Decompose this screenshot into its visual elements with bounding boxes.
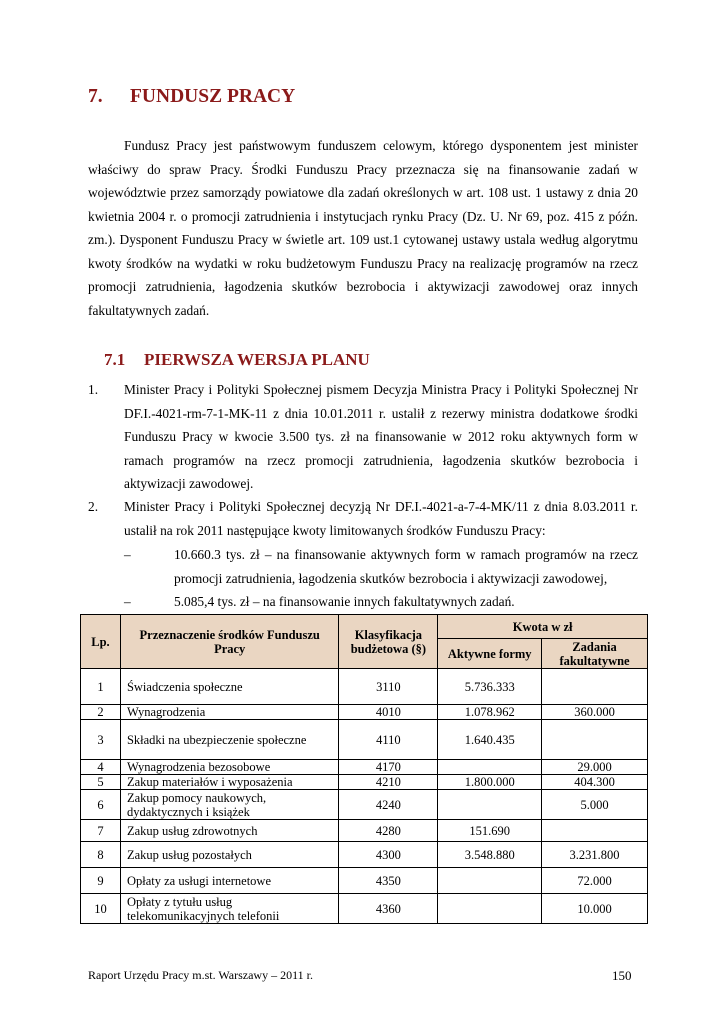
sublist-item: 5.085,4 tys. zł – na finansowanie innych fakultatywnych zadań. xyxy=(174,594,515,609)
cell-lp: 10 xyxy=(81,894,121,924)
cell-classification: 4300 xyxy=(339,842,438,868)
cell-classification: 3110 xyxy=(339,669,438,705)
cell-lp: 8 xyxy=(81,842,121,868)
section-title: FUNDUSZ PRACY xyxy=(130,86,296,107)
cell-optional: 10.000 xyxy=(542,894,648,924)
cell-lp: 2 xyxy=(81,705,121,720)
cell-lp: 1 xyxy=(81,669,121,705)
cell-classification: 4110 xyxy=(339,720,438,760)
header-purpose: Przeznaczenie środków Funduszu Pracy xyxy=(120,615,338,669)
subsection-heading xyxy=(104,350,370,370)
cell-classification: 4240 xyxy=(339,790,438,820)
cell-purpose: Zakup materiałów i wyposażenia xyxy=(120,775,338,790)
cell-optional: 404.300 xyxy=(542,775,648,790)
table-row xyxy=(81,894,648,924)
cell-purpose: Zakup usług zdrowotnych xyxy=(120,820,338,842)
sublist-item: 10.660.3 tys. zł – na finansowanie aktywnych form w ramach programów na rzecz promocji zatrudnienia, łagodzenia skutków bezrobocia i aktywizacji zawodowej, xyxy=(174,547,638,586)
cell-classification: 4280 xyxy=(339,820,438,842)
list-item: Minister Pracy i Polityki Społecznej decyzją Nr DF.I.-4021-a-7-4-MK/11 z dnia 8.03.2011 r. ustalił na rok 2011 następujące kwoty limitowanych środków Funduszu Pracy: xyxy=(124,499,638,538)
cell-lp: 5 xyxy=(81,775,121,790)
table-row xyxy=(81,705,648,720)
cell-purpose: Zakup usług pozostałych xyxy=(120,842,338,868)
section-number: 7. xyxy=(88,86,103,107)
cell-purpose: Wynagrodzenia xyxy=(120,705,338,720)
cell-lp: 6 xyxy=(81,790,121,820)
cell-purpose: Zakup pomocy naukowych, dydaktycznych i książek xyxy=(120,790,338,820)
header-active: Aktywne formy xyxy=(438,639,542,669)
table-row xyxy=(81,820,648,842)
list-item-number: 2. xyxy=(88,499,99,514)
intro-paragraph: Fundusz Pracy jest państwowym funduszem celowym, którego dysponentem jest minister właściwy do spraw Pracy. Środki Funduszu Pracy przeznacza się na finansowanie zadań w województwie przez samorządy powiatowe dla zadań określonych w art. 108 ust. 1 ustawy z dnia 20 kwietnia 2004 r. o promocji zatrudnienia i instytucjach rynku Pracy (Dz. U. Nr 69, poz. 415 z późn. zm.). Dysponent Funduszu Pracy w świetle art. 109 ust.1 cytowanej ustawy ustala według algorytmu kwoty środków na wydatki w roku budżetowym Funduszu Pracy na realizację programów na rzecz promocji zatrudnienia, łagodzenia skutków bezrobocia i aktywizacji zawodowej oraz innych fakultatywnych zadań. xyxy=(88,138,638,318)
cell-active: 3.548.880 xyxy=(438,842,542,868)
cell-optional: 5.000 xyxy=(542,790,648,820)
cell-purpose: Świadczenia społeczne xyxy=(120,669,338,705)
cell-active xyxy=(438,790,542,820)
cell-optional: 3.231.800 xyxy=(542,842,648,868)
section-heading xyxy=(88,86,295,108)
table-row xyxy=(81,868,648,894)
header-lp: Lp. xyxy=(81,615,121,669)
cell-purpose: Składki na ubezpieczenie społeczne xyxy=(120,720,338,760)
cell-classification: 4010 xyxy=(339,705,438,720)
cell-active: 151.690 xyxy=(438,820,542,842)
table-row xyxy=(81,720,648,760)
table-row xyxy=(81,669,648,705)
footer-text: Raport Urzędu Pracy m.st. Warszawy – 2011 r. xyxy=(88,968,313,982)
cell-optional: 29.000 xyxy=(542,760,648,775)
cell-classification: 4210 xyxy=(339,775,438,790)
cell-purpose: Opłaty z tytułu usług telekomunikacyjnych telefonii xyxy=(120,894,338,924)
cell-classification: 4350 xyxy=(339,868,438,894)
cell-active xyxy=(438,868,542,894)
cell-active xyxy=(438,760,542,775)
cell-classification: 4170 xyxy=(339,760,438,775)
cell-optional: 360.000 xyxy=(542,705,648,720)
cell-purpose: Opłaty za usługi internetowe xyxy=(120,868,338,894)
cell-active: 1.640.435 xyxy=(438,720,542,760)
table-row xyxy=(81,775,648,790)
subsection-number: 7.1 xyxy=(104,350,126,369)
cell-active: 1.800.000 xyxy=(438,775,542,790)
page-number: 150 xyxy=(612,968,632,983)
cell-lp: 7 xyxy=(81,820,121,842)
list-item-number: 1. xyxy=(88,382,99,397)
cell-optional: 72.000 xyxy=(542,868,648,894)
cell-optional xyxy=(542,820,648,842)
table-row xyxy=(81,842,648,868)
budget-table xyxy=(80,614,648,924)
cell-active: 5.736.333 xyxy=(438,669,542,705)
subsection-title: PIERWSZA WERSJA PLANU xyxy=(144,350,370,369)
sublist-dash: – xyxy=(124,594,131,609)
cell-lp: 3 xyxy=(81,720,121,760)
cell-lp: 4 xyxy=(81,760,121,775)
cell-optional xyxy=(542,669,648,705)
cell-active xyxy=(438,894,542,924)
header-optional: Zadania fakultatywne xyxy=(542,639,648,669)
sublist-dash: – xyxy=(124,547,131,562)
header-classification: Klasyfikacja budżetowa (§) xyxy=(339,615,438,669)
list-item: Minister Pracy i Polityki Społecznej pismem Decyzja Ministra Pracy i Polityki Społecznej Nr DF.I.-4021-rm-7-1-MK-11 z dnia 10.01.2011 r. ustalił z rezerwy ministra dodatkowe środki Funduszu Pracy w kwocie 3.500 tys. zł na finansowanie w 2012 roku aktywnych form w ramach programów na rzecz promocji zatrudnienia, łagodzenia skutków bezrobocia i aktywizacji zawodowej. xyxy=(124,382,638,491)
cell-active: 1.078.962 xyxy=(438,705,542,720)
cell-purpose: Wynagrodzenia bezosobowe xyxy=(120,760,338,775)
table-row xyxy=(81,790,648,820)
table-row xyxy=(81,760,648,775)
header-amount: Kwota w zł xyxy=(438,615,648,639)
cell-optional xyxy=(542,720,648,760)
cell-lp: 9 xyxy=(81,868,121,894)
cell-classification: 4360 xyxy=(339,894,438,924)
